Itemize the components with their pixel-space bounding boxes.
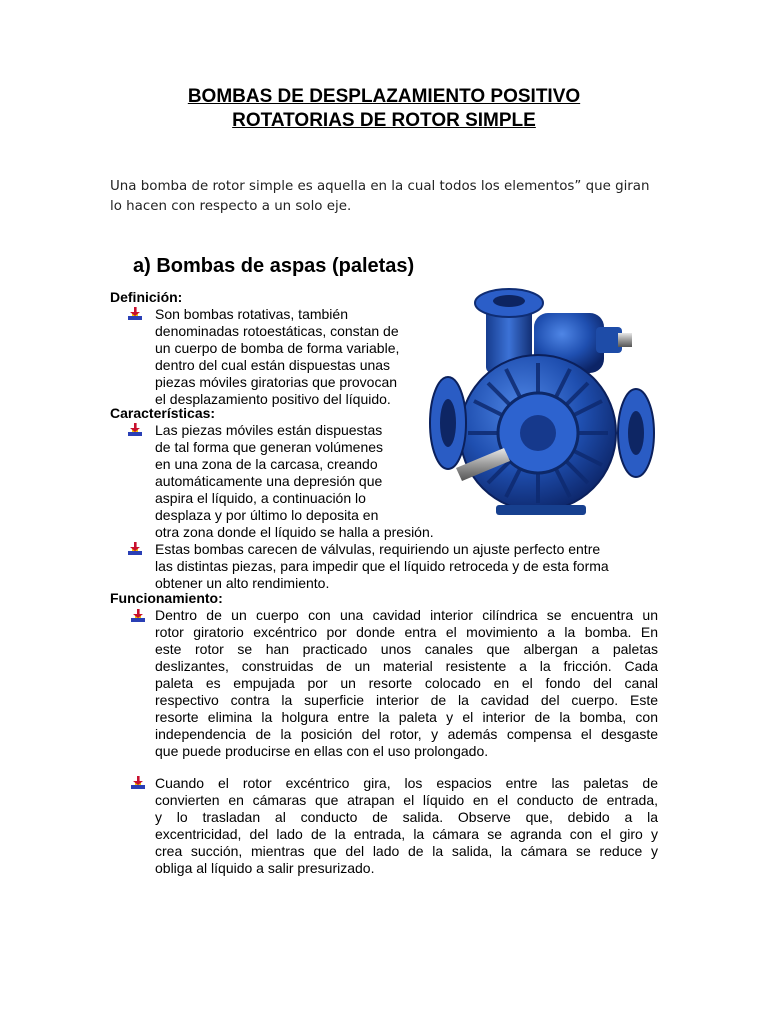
caracteristicas-line: las distintas piezas, para impedir que el líquido retroceda y de esta forma <box>155 558 609 574</box>
funcionamiento-line: Dentro de un cuerpo con una cavidad interior cilíndrica se encuentra un <box>155 607 658 623</box>
caracteristicas-line: de tal forma que generan volúmenes <box>155 439 384 455</box>
funcionamiento-line: resorte elimina la holgura entre la paleta y el interior de la bomba, con <box>155 709 658 725</box>
definicion-line: piezas móviles giratorias que provocan <box>155 374 398 390</box>
funcionamiento-line: obliga al líquido a salir presurizado. <box>155 860 375 876</box>
funcionamiento-line: convierten en cámaras que atrapan el líquido en el conducto de entrada, <box>155 792 658 808</box>
funcionamiento-line: respectivo contra la superficie interior de la cavidad del cuerpo. Este <box>155 692 658 708</box>
caracteristicas-line: en una zona de la carcasa, creando <box>155 456 378 472</box>
definicion-line: un cuerpo de bomba de forma variable, <box>155 340 400 356</box>
arrow-bullet-icon <box>131 609 145 622</box>
caracteristicas-line: desplaza y por último lo deposita en <box>155 507 379 523</box>
arrow-bullet-icon <box>128 423 142 436</box>
caracteristicas-label: Características: <box>110 405 216 421</box>
definicion-line: el desplazamiento positivo del líquido. <box>155 391 391 407</box>
section-title: a) Bombas de aspas (paletas) <box>133 255 415 277</box>
arrow-bullet-icon <box>128 307 142 320</box>
vane-pump-illustration <box>426 283 661 523</box>
caracteristicas-line: aspira el líquido, a continuación lo <box>155 490 366 506</box>
arrow-bullet-icon <box>128 542 142 555</box>
caracteristicas-line: obtener un alto rendimiento. <box>155 575 330 591</box>
funcionamiento-line: y lo trasladan al conducto de salida. Observe que, debido a la <box>155 809 658 825</box>
caracteristicas-line: automáticamente una depresión que <box>155 473 383 489</box>
definicion-label: Definición: <box>110 289 183 305</box>
definicion-line: Son bombas rotativas, también <box>155 306 348 322</box>
intro-line-2: lo hacen con respecto a un solo eje. <box>110 199 352 214</box>
definicion-line: dentro del cual están dispuestas unas <box>155 357 391 373</box>
definicion-line: denominadas rotoestáticas, constan de <box>155 323 399 339</box>
funcionamiento-line: paleta es empujada por un resorte colocado en el fondo del canal <box>155 675 658 691</box>
arrow-bullet-icon <box>131 776 145 789</box>
page-title-line-1: BOMBAS DE DESPLAZAMIENTO POSITIVO <box>187 86 581 107</box>
funcionamiento-line: excentricidad, del lado de la entrada, la cámara se agranda con el giro y <box>155 826 658 842</box>
caracteristicas-line: Las piezas móviles están dispuestas <box>155 422 383 438</box>
funcionamiento-line: deslizantes, construidas de un material resistente a la fricción. Cada <box>155 658 658 674</box>
funcionamiento-label: Funcionamiento: <box>110 590 223 606</box>
funcionamiento-line: rotor giratorio excéntrico por donde entra el movimiento a la bomba. En <box>155 624 658 640</box>
funcionamiento-line: este rotor se han practicado unos canales que albergan a paletas <box>155 641 658 657</box>
funcionamiento-line: Cuando el rotor excéntrico gira, los espacios entre las paletas de <box>155 775 658 791</box>
intro-line-1: Una bomba de rotor simple es aquella en la cual todos los elementos” que giran <box>110 179 650 194</box>
funcionamiento-line: que puede producirse en ellas con el uso prolongado. <box>155 743 489 759</box>
page-title-line-2: ROTATORIAS DE ROTOR SIMPLE <box>232 110 536 131</box>
funcionamiento-line: independencia de la posición del rotor, y además compensa el desgaste <box>155 726 658 742</box>
caracteristicas-line: Estas bombas carecen de válvulas, requiriendo un ajuste perfecto entre <box>155 541 601 557</box>
funcionamiento-line: crea succión, mientras que del lado de la salida, la cámara se reduce y <box>155 843 658 859</box>
caracteristicas-line: otra zona donde el líquido se halla a presión. <box>155 524 434 540</box>
